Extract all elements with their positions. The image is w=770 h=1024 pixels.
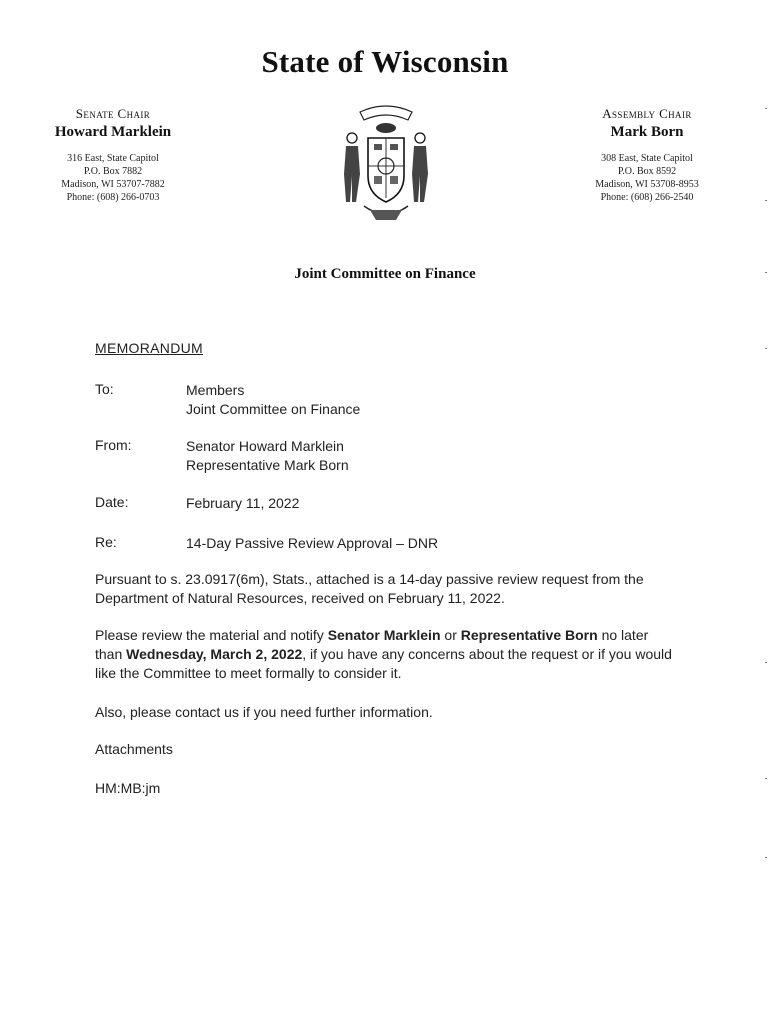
- document-title: State of Wisconsin: [261, 44, 509, 79]
- scan-mark: [765, 857, 767, 858]
- to-line: Joint Committee on Finance: [186, 401, 361, 417]
- assembly-chair-block: [572, 106, 722, 204]
- senate-chair-block: [38, 106, 188, 204]
- from-line: Senator Howard Marklein: [186, 438, 344, 454]
- assembly-address-line: 308 East, State Capitol: [601, 153, 693, 164]
- to-line: Members: [186, 382, 245, 398]
- scan-mark: [765, 108, 767, 109]
- date-label: Date:: [95, 494, 129, 510]
- assembly-address-line: Madison, WI 53708-8953: [595, 179, 699, 190]
- assembly-chair-role: Assembly Chair: [602, 106, 692, 121]
- assembly-chair-name: Mark Born: [610, 124, 684, 140]
- para2-text: , if you have any concerns about the request or if you would like the Committee to meet formally to consider it.: [95, 646, 672, 681]
- assembly-address-line: Phone: (608) 266-2540: [600, 192, 694, 203]
- memo-heading: MEMORANDUM: [95, 340, 203, 356]
- body-paragraph-3: Also, please contact us if you need further information.: [95, 704, 433, 720]
- scan-mark: [765, 272, 767, 273]
- para2-deadline: Wednesday, March 2, 2022: [126, 646, 303, 662]
- assembly-chair-address: [572, 152, 722, 204]
- senate-address-line: 316 East, State Capitol: [67, 153, 159, 164]
- assembly-address-line: P.O. Box 8592: [617, 166, 677, 177]
- re-subject: 14-Day Passive Review Approval – DNR: [186, 535, 439, 551]
- from-label: From:: [95, 437, 132, 453]
- senate-chair-name: Howard Marklein: [54, 124, 172, 140]
- reference-initials: HM:MB:jm: [95, 780, 161, 796]
- senate-chair-role: Senate Chair: [75, 106, 151, 121]
- para2-text: or: [440, 627, 461, 643]
- scan-mark: [765, 662, 767, 663]
- senate-chair-address: [38, 152, 188, 204]
- wisconsin-seal-icon: [330, 98, 442, 228]
- re-label: Re:: [95, 534, 117, 550]
- to-label: To:: [95, 381, 114, 397]
- para2-text: no later than: [95, 627, 649, 662]
- para2-senator: Senator Marklein: [327, 627, 441, 643]
- attachments-note: Attachments: [95, 741, 173, 757]
- body-paragraph-1: Pursuant to s. 23.0917(6m), Stats., attached is a 14-day passive review request from the Department of Natural Resources, received on February 11, 2022.: [95, 571, 644, 606]
- scan-mark: [765, 778, 767, 779]
- para2-representative: Representative Born: [460, 627, 598, 643]
- para2-text: Please review the material and notify: [95, 627, 328, 643]
- date-value: February 11, 2022: [186, 495, 300, 511]
- senate-address-line: Phone: (608) 266-0703: [66, 192, 160, 203]
- senate-address-line: P.O. Box 7882: [83, 166, 143, 177]
- body-paragraph-2: [95, 626, 675, 683]
- committee-name: Joint Committee on Finance: [294, 266, 476, 282]
- from-senders: [186, 437, 349, 475]
- from-line: Representative Mark Born: [186, 457, 349, 473]
- scan-mark: [765, 200, 767, 201]
- scan-mark: [765, 348, 767, 349]
- senate-address-line: Madison, WI 53707-7882: [61, 179, 165, 190]
- to-recipients: [186, 381, 360, 419]
